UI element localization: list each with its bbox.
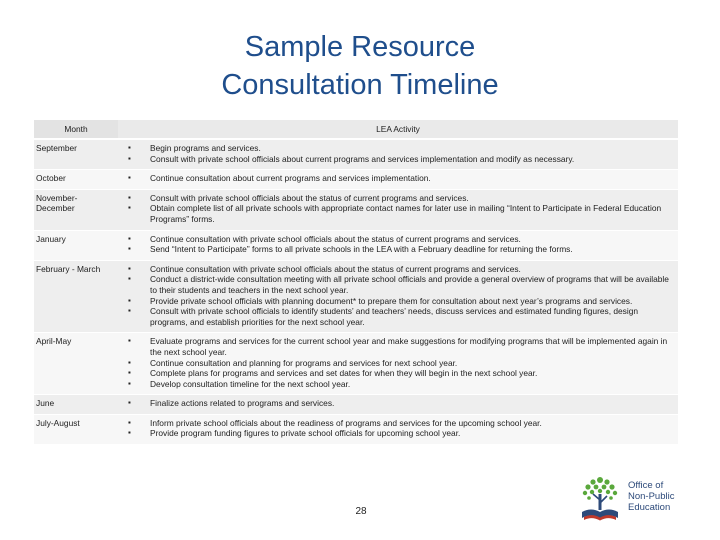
activity-list: [122, 418, 674, 439]
activity-cell: [118, 139, 678, 170]
activity-list: [122, 336, 674, 389]
table-row: [34, 414, 678, 444]
activity-item: [122, 143, 674, 154]
activity-cell: [118, 189, 678, 230]
activity-item: [122, 193, 674, 204]
office-logo: [576, 470, 696, 526]
activity-cell: [118, 333, 678, 395]
month-cell: October: [36, 173, 66, 184]
activity-item: [122, 358, 674, 369]
table-row: [34, 170, 678, 190]
bullet-icon: ▪: [128, 143, 131, 152]
page-title: [0, 28, 720, 104]
activity-item: [122, 264, 674, 275]
title-line-2: Consultation Timeline: [221, 69, 499, 101]
activity-text: Complete plans for programs and services and set dates for when they will begin in the next school year.: [150, 368, 538, 379]
bullet-icon: ▪: [128, 274, 131, 284]
month-cell: April-May: [36, 336, 72, 347]
title-line-1: Sample Resource: [244, 31, 476, 63]
logo-line-2: Non-Public: [628, 491, 675, 502]
activity-list: [122, 398, 674, 409]
table-row: [34, 230, 678, 260]
bullet-icon: ▪: [128, 192, 131, 202]
table-row: [34, 395, 678, 415]
activity-text: Develop consultation timeline for the next school year.: [150, 378, 351, 389]
activity-text: Consult with private school officials to identify students’ and teachers’ needs, discuss services and estimated funding figures, design programs, and establish priorities for the next school year.: [150, 306, 639, 327]
activity-item: [122, 234, 674, 245]
bullet-icon: ▪: [128, 173, 131, 183]
page-number: 28: [355, 506, 367, 517]
table-header-row: [34, 120, 678, 139]
table-row: [34, 260, 678, 333]
activity-list: [122, 173, 674, 184]
month-column-header: Month: [34, 120, 118, 139]
activity-item: [122, 368, 674, 379]
month-cell: September: [36, 143, 77, 153]
activity-text: Send “Intent to Participate” forms to all private schools in the LEA with a February deadline for returning the forms.: [150, 244, 573, 255]
timeline-table-body: [34, 139, 678, 444]
activity-cell: [118, 230, 678, 260]
bullet-icon: ▪: [128, 398, 131, 408]
activity-text: Continue consultation about current programs and services implementation.: [150, 173, 431, 184]
activity-item: [122, 379, 674, 390]
activity-item: [122, 398, 674, 409]
bullet-icon: ▪: [128, 203, 131, 213]
activity-item: [122, 154, 674, 165]
activity-text: Finalize actions related to programs and services.: [150, 398, 335, 409]
table-row: [34, 139, 678, 170]
activity-text: Begin programs and services.: [150, 143, 261, 153]
logo-text: [628, 480, 696, 513]
activity-text: Continue consultation with private school officials about the status of current programs and services.: [150, 263, 521, 274]
bullet-icon: ▪: [128, 153, 131, 163]
bullet-icon: ▪: [128, 417, 131, 427]
activity-text: Consult with private school officials about the status of current programs and services.: [150, 192, 469, 203]
table-row: [34, 333, 678, 395]
activity-item: [122, 418, 674, 429]
timeline-table: [34, 120, 678, 444]
activity-text: Continue consultation with private school officials about the status of current programs and services.: [150, 233, 521, 244]
activity-list: [122, 264, 674, 328]
month-cell: November-December: [36, 192, 78, 214]
bullet-icon: ▪: [128, 233, 131, 243]
tree-book-icon: [576, 470, 624, 526]
activity-item: [122, 173, 674, 184]
month-cell: June: [36, 398, 55, 409]
activity-item: [122, 306, 674, 327]
activity-text: Evaluate programs and services for the current school year and make suggestions for modifying programs that will be implemented again in the next school year.: [150, 336, 668, 357]
activity-cell: [118, 395, 678, 415]
activity-text: Consult with private school officials about current programs and services implementation and modify as necessary.: [150, 153, 575, 164]
activity-text: Obtain complete list of all private schools with appropriate contact names for later use in mailing “Intent to Participate in Federal Education Programs” forms.: [150, 203, 662, 224]
activity-column-header: LEA Activity: [118, 120, 678, 139]
activity-cell: [118, 260, 678, 333]
activity-item: [122, 428, 674, 439]
bullet-icon: ▪: [128, 357, 131, 367]
activity-text: Inform private school officials about the readiness of programs and services for the upcoming school year.: [150, 417, 542, 428]
activity-text: Continue consultation and planning for programs and services for next school year.: [150, 357, 458, 368]
logo-line-3: Education: [628, 502, 671, 513]
activity-cell: [118, 414, 678, 444]
activity-text: Conduct a district-wide consultation meeting with all private school officials and provide a general overview of programs that will be available to their students and teachers in the next school year.: [150, 274, 669, 295]
month-cell: July-August: [36, 417, 80, 428]
activity-list: [122, 143, 674, 164]
activity-item: [122, 336, 674, 357]
month-cell: February - March: [36, 263, 101, 274]
logo-line-1: Office of: [628, 480, 664, 491]
bullet-icon: ▪: [128, 295, 131, 305]
activity-item: [122, 203, 674, 224]
activity-list: [122, 234, 674, 255]
activity-text: Provide program funding figures to private school officials for upcoming school year.: [150, 428, 461, 439]
month-cell: January: [36, 233, 66, 244]
activity-list: [122, 193, 674, 225]
table-row: [34, 189, 678, 230]
bullet-icon: ▪: [128, 378, 131, 388]
bullet-icon: ▪: [128, 336, 131, 346]
activity-text: Provide private school officials with planning document* to prepare them for consultation about next year’s programs and services.: [150, 295, 633, 306]
bullet-icon: ▪: [128, 368, 131, 378]
activity-item: [122, 274, 674, 295]
activity-item: [122, 244, 674, 255]
bullet-icon: ▪: [128, 306, 131, 316]
activity-item: [122, 296, 674, 307]
bullet-icon: ▪: [128, 263, 131, 273]
bullet-icon: ▪: [128, 428, 131, 438]
bullet-icon: ▪: [128, 244, 131, 254]
activity-cell: [118, 170, 678, 190]
